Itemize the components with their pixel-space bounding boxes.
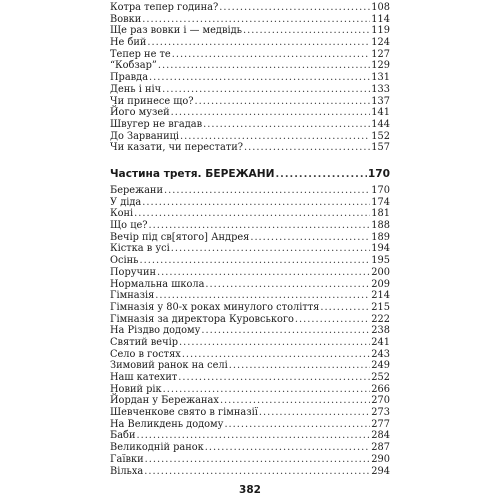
- toc-entry-title: Не бий: [110, 37, 147, 49]
- toc-leader-dots: [244, 142, 370, 154]
- toc-entry-title: Осінь: [110, 255, 139, 267]
- toc-leader-dots: [203, 119, 370, 131]
- toc-leader-dots: [205, 442, 371, 454]
- toc-leader-dots: [195, 96, 371, 108]
- toc-entry: [110, 325, 390, 337]
- toc-entry: [110, 37, 390, 49]
- toc-entry-page: 252: [371, 372, 390, 383]
- toc-entry-title: Баби: [110, 430, 136, 442]
- toc-entry-page: 195: [371, 255, 390, 267]
- toc-entry-page: 144: [371, 118, 390, 130]
- toc-leader-dots: [320, 302, 370, 314]
- toc-leader-dots: [205, 279, 370, 291]
- toc-entry: [110, 419, 390, 431]
- toc-entry-page: 209: [371, 278, 390, 290]
- toc-entry-title: Нормальна школа: [110, 278, 205, 290]
- toc-leader-dots: [180, 131, 370, 143]
- toc-entry-page: 170: [371, 185, 390, 196]
- toc-entry-title: Вечір під св[ятого] Андрея: [110, 231, 250, 243]
- toc-entry-page: 131: [371, 72, 390, 84]
- toc-leader-dots: [295, 314, 370, 326]
- toc-entry-title: Новий рік: [110, 383, 162, 395]
- toc-entry-title: Ще раз вовки і — медвідь: [110, 25, 242, 37]
- toc-entry-page: 266: [371, 383, 390, 395]
- toc-entry-page: 243: [371, 348, 390, 360]
- toc-entry: [110, 407, 390, 419]
- toc-leader-dots: [134, 208, 370, 220]
- toc-entry: [110, 430, 390, 442]
- toc-entry: [110, 267, 390, 279]
- toc-leader-dots: [220, 395, 370, 407]
- toc-entry: [110, 279, 390, 291]
- toc-entry-title: Котра тепер година?: [110, 2, 219, 13]
- toc-leader-dots: [142, 197, 370, 209]
- toc-entry: [110, 302, 390, 314]
- section-heading: [110, 167, 390, 181]
- toc-entry: [110, 60, 390, 72]
- toc-entry: [110, 314, 390, 326]
- toc-entry: [110, 337, 390, 349]
- toc-entry-title: Святий вечір: [110, 336, 178, 348]
- toc-entry-title: Шевченкове свято в гімназії: [110, 407, 258, 419]
- toc-entry-page: 157: [371, 142, 390, 154]
- toc-entry: [110, 220, 390, 232]
- toc-entry-page: 124: [371, 37, 390, 49]
- toc-entry-page: 129: [371, 60, 390, 72]
- toc-entry-page: 273: [371, 407, 390, 419]
- toc-entry: [110, 142, 390, 154]
- toc-entry: [110, 25, 390, 37]
- toc-entry-page: 284: [371, 430, 390, 442]
- toc-leader-dots: [149, 220, 371, 232]
- toc-leader-dots: [229, 360, 371, 372]
- toc-entry-page: 137: [371, 95, 390, 107]
- toc-entry-title: Гаївки: [110, 453, 144, 465]
- toc-leader-dots: [259, 407, 370, 419]
- toc-leader-dots: [178, 372, 370, 384]
- toc-entry: [110, 384, 390, 396]
- toc-entry-title: На Великдень додому: [110, 418, 224, 430]
- toc-entry-title: Село в гостях: [110, 348, 181, 360]
- toc-entry-title: Зимовий ранок на селі: [110, 360, 228, 372]
- toc-entry: [110, 232, 390, 244]
- toc-leader-dots: [140, 255, 371, 267]
- toc-entry: [110, 2, 390, 14]
- toc-entry-page: 108: [371, 2, 390, 13]
- toc-entry-title: Вільха: [110, 465, 144, 477]
- toc-entry: [110, 131, 390, 143]
- toc-entry-title: Гімназія у 80-х роках минулого століття: [110, 301, 320, 313]
- toc-leader-dots: [250, 232, 370, 244]
- toc-entry-page: 114: [371, 13, 390, 25]
- toc-leader-dots: [155, 290, 370, 302]
- section-heading-title: Частина третя. БЕРЕЖАНИ: [110, 168, 275, 180]
- toc-entry-title: Великодній ранок: [110, 442, 204, 454]
- toc-entry: [110, 208, 390, 220]
- toc-entry-title: Гімназія за директора Куровського: [110, 313, 294, 325]
- toc-entry-page: 188: [371, 220, 390, 232]
- toc-leader-dots: [145, 454, 371, 466]
- toc-entry-page: 189: [371, 231, 390, 243]
- toc-entry: [110, 197, 390, 209]
- toc-entry-title: Коні: [110, 208, 134, 220]
- toc-entry: [110, 185, 390, 197]
- toc-entry-title: День і ніч: [110, 83, 162, 95]
- toc-entry-page: 294: [371, 465, 390, 477]
- toc-entry-page: 141: [371, 107, 390, 119]
- toc-leader-dots: [158, 60, 370, 72]
- toc-entry: [110, 395, 390, 407]
- toc-entry: [110, 442, 390, 454]
- toc-entry: [110, 84, 390, 96]
- toc-entry-page: 214: [371, 290, 390, 302]
- toc-entry-page: 270: [371, 395, 390, 407]
- section-leader-dots: [275, 167, 366, 181]
- toc-leader-dots: [142, 14, 370, 26]
- toc-leader-dots: [164, 185, 370, 197]
- toc-list-after: [110, 185, 390, 477]
- toc-entry: [110, 255, 390, 267]
- toc-entry-title: Наш катехит: [110, 372, 178, 383]
- toc-entry-title: Йордан у Бережанах: [110, 395, 219, 407]
- toc-entry-page: 238: [371, 325, 390, 337]
- toc-leader-dots: [147, 37, 370, 49]
- toc-leader-dots: [243, 25, 370, 37]
- toc-entry-title: У діда: [110, 196, 142, 208]
- toc-entry-page: 241: [371, 336, 390, 348]
- toc-entry: [110, 14, 390, 26]
- toc-leader-dots: [144, 466, 370, 478]
- toc-entry-page: 152: [371, 130, 390, 142]
- toc-entry-page: 174: [371, 196, 390, 208]
- toc-entry: [110, 72, 390, 84]
- toc-entry: [110, 119, 390, 131]
- toc-entry: [110, 466, 390, 478]
- toc-entry-title: Чи принесе що?: [110, 95, 194, 107]
- toc-entry-title: “Кобзар”: [110, 60, 157, 72]
- toc-entry-page: 200: [371, 266, 390, 278]
- toc-entry-title: Гімназія: [110, 290, 155, 302]
- toc-leader-dots: [171, 107, 371, 119]
- toc-entry: [110, 290, 390, 302]
- toc-leader-dots: [224, 419, 370, 431]
- toc-entry-page: 249: [371, 360, 390, 372]
- toc-leader-dots: [136, 430, 370, 442]
- toc-leader-dots: [179, 337, 370, 349]
- page-number: 382: [239, 484, 261, 496]
- toc-entry-title: До Зарваниці: [110, 130, 180, 142]
- toc-entry-title: Швугер не вгадав: [110, 118, 203, 130]
- toc-leader-dots: [171, 243, 371, 255]
- toc-entry-page: 194: [371, 243, 390, 255]
- toc-entry: [110, 107, 390, 119]
- toc-entry-page: 277: [371, 418, 390, 430]
- toc-leader-dots: [201, 325, 370, 337]
- toc-entry: [110, 49, 390, 61]
- toc-entry: [110, 360, 390, 372]
- toc-leader-dots: [162, 84, 370, 96]
- toc-leader-dots: [182, 349, 370, 361]
- toc-entry: [110, 96, 390, 108]
- toc-entry: [110, 454, 390, 466]
- toc-entry-page: 181: [371, 208, 390, 220]
- toc-entry: [110, 372, 390, 384]
- toc-list-before: [110, 2, 390, 154]
- toc-entry-page: 127: [371, 48, 390, 60]
- toc-entry-page: 287: [371, 442, 390, 454]
- toc-entry-title: Вовки: [110, 13, 142, 25]
- toc-entry: [110, 349, 390, 361]
- toc-leader-dots: [149, 72, 370, 84]
- toc-entry-title: Бережани: [110, 185, 163, 196]
- toc-entry-title: Що це?: [110, 220, 148, 232]
- toc-entry-page: 215: [371, 301, 390, 313]
- toc-leader-dots: [172, 49, 371, 61]
- toc-entry-title: Чи казати, чи перестати?: [110, 142, 244, 154]
- toc-entry-page: 119: [371, 25, 390, 37]
- toc-entry-page: 133: [371, 83, 390, 95]
- toc-leader-dots: [163, 384, 371, 396]
- toc-leader-dots: [219, 2, 370, 14]
- toc-entry-page: 222: [371, 313, 390, 325]
- toc-entry-title: Тепер не те: [110, 48, 171, 60]
- section-heading-page: 170: [367, 168, 390, 180]
- toc-entry-title: Кістка в усі: [110, 243, 170, 255]
- toc-entry-title: Його музей: [110, 107, 170, 119]
- toc-entry-title: Поручин: [110, 266, 157, 278]
- toc-entry-page: 290: [371, 453, 390, 465]
- toc-entry-title: На Різдво додому: [110, 325, 201, 337]
- toc-leader-dots: [157, 267, 370, 279]
- toc-entry-title: Правда: [110, 72, 149, 84]
- toc-entry: [110, 243, 390, 255]
